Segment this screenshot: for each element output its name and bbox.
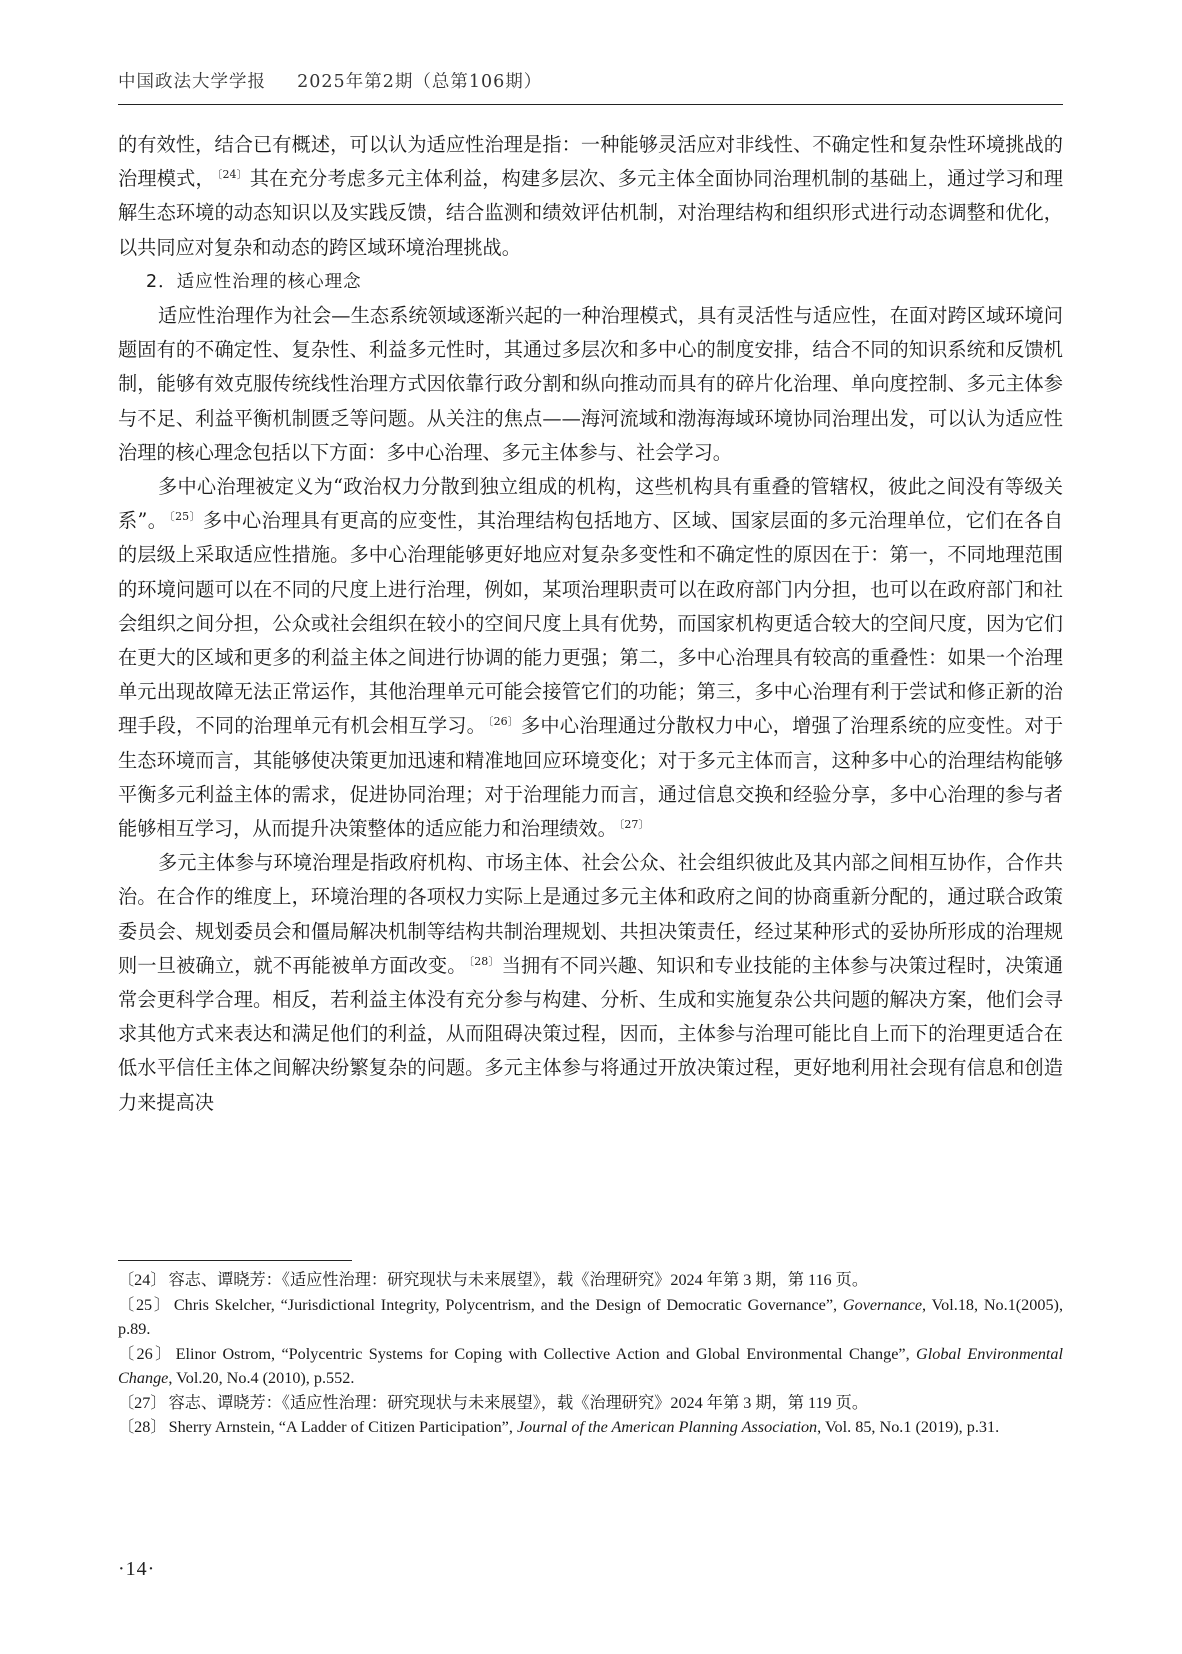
- footnote-25: 〔25〕 Chris Skelcher, “Jurisdictional Integrity, Polycentrism, and the Design of Democratic Governance”, Governance, Vol.18, No.1(2005), p.89.: [118, 1295, 1063, 1338]
- citation-24[interactable]: 〔24〕: [216, 168, 248, 182]
- citation-27[interactable]: 〔27〕: [618, 818, 650, 832]
- page-number: ·14·: [118, 1558, 156, 1580]
- footnotes: [118, 1268, 1063, 1440]
- paragraph-1: 的有效性，结合已有概述，可以认为适应性治理是指：一种能够灵活应对非线性、不确定性和复杂性环境挑战的治理模式， $^{〔24〕}$ 其在充分考虑多元主体利益，构建多层次、多元主体全面协同治理机制的基础上，通过学习和理解生态环境的动态知识以及实践反馈，结合监测和绩效评估机制，对治理结构和组织形式进行动态调整和优化，以共同应对复杂和动态的跨区域环境治理挑战。: [118, 133, 1064, 259]
- body-text: [118, 128, 1063, 1120]
- citation-26[interactable]: 〔26〕: [487, 715, 519, 729]
- citation-28[interactable]: 〔28〕: [468, 954, 500, 968]
- citation-25[interactable]: 〔25〕: [169, 510, 201, 524]
- footnote-rule: [118, 1260, 352, 1261]
- running-header: [118, 68, 1063, 93]
- footnote-27: 〔27〕 容志、谭晓芳：《适应性治理：研究现状与未来展望》，载《治理研究》2024 年第 3 期，第 119 页。: [118, 1393, 869, 1412]
- section-heading: 2．适应性治理的核心理念: [146, 271, 362, 292]
- footnote-26: 〔26〕 Elinor Ostrom, “Polycentric Systems for Coping with Collective Action and Global Environmental Change”, Global Environmental Change, Vol.20, No.4 (2010), p.552.: [118, 1344, 1063, 1387]
- footnote-24: 〔24〕 容志、谭晓芳：《适应性治理：研究现状与未来展望》，载《治理研究》2024 年第 3 期，第 116 页。: [118, 1271, 869, 1289]
- footnote-28: 〔28〕 Sherry Arnstein, “A Ladder of Citizen Participation”, Journal of the American Planning Association, Vol. 85, No.1 (2019), p.31.: [118, 1418, 1000, 1436]
- journal-title: 中国政法大学学报: [118, 72, 266, 92]
- header-rule: [118, 104, 1063, 105]
- issue-info: 2025年第2期（总第106期）: [297, 72, 543, 92]
- paragraph-3: 多中心治理被定义为“政治权力分散到独立组成的机构，这些机构具有重叠的管辖权，彼此之间没有等级关系”。 $^{〔25〕}$ 多中心治理具有更高的应变性，其治理结构包括地方、区域、国家层面的多元治理单位，它们在各自的层级上采取适应性措施。多中心治理能够更好地应对复杂多变性和不确定性的原因在于：第一，不同地理范围的环境问题可以在不同的尺度上进行治理，例如，某项治理职责可以在政府部门内分担，也可以在政府部门和社会组织之间分担，公众或社会组织在较小的空间尺度上具有优势，而国家机构更适合较大的空间尺度，因为它们在更大的区域和更多的利益主体之间进行协调的能力更强；第二，多中心治理具有较高的重叠性：如果一个治理单元出现故障无法正常运作，其他治理单元可能会接管它们的功能；第三，多中心治理有利于尝试和修正新的治理手段，不同的治理单元有机会相互学习。 $^{〔26〕}$ 多中心治理通过分散权力中心，增强了治理系统的应变性。对于生态环境而言，其能够使决策更加迅速和精准地回应环境变化；对于多元主体而言，这种多中心的治理结构能够平衡多元利益主体的需求，促进协同治理；对于治理能力而言，通过信息交换和经验分享，多中心治理的参与者能够相互学习，从而提升决策整体的适应能力和治理绩效。 $^{〔27〕}$: [118, 475, 1064, 841]
- paragraph-2: 适应性治理作为社会—生态系统领域逐渐兴起的一种治理模式，具有灵活性与适应性，在面对跨区域环境问题固有的不确定性、复杂性、利益多元性时，其通过多层次和多中心的制度安排，结合不同的知识系统和反馈机制，能够有效克服传统线性治理方式因依靠行政分割和纵向推动而具有的碎片化治理、单向度控制、多元主体参与不足、利益平衡机制匮乏等问题。从关注的焦点——海河流域和渤海海域环境协同治理出发，可以认为适应性治理的核心理念包括以下方面：多中心治理、多元主体参与、社会学习。: [118, 304, 1063, 464]
- paragraph-4: 多元主体参与环境治理是指政府机构、市场主体、社会公众、社会组织彼此及其内部之间相互协作，合作共治。在合作的维度上，环境治理的各项权力实际上是通过多元主体和政府之间的协商重新分配的，通过联合政策委员会、规划委员会和僵局解决机制等结构共制治理规划、共担决策责任，经过某种形式的妥协所形成的治理规则一旦被确立，就不再能被单方面改变。 $^{〔28〕}$ 当拥有不同兴趣、知识和专业技能的主体参与决策过程时，决策通常会更科学合理。相反，若利益主体没有充分参与构建、分析、生成和实施复杂公共问题的解决方案，他们会寻求其他方式来表达和满足他们的利益，从而阻碍决策过程，因而，主体参与治理可能比自上而下的治理更适合在低水平信任主体之间解决纷繁复杂的问题。多元主体参与将通过开放决策过程，更好地利用社会现有信息和创造力来提高决: [118, 851, 1064, 1114]
